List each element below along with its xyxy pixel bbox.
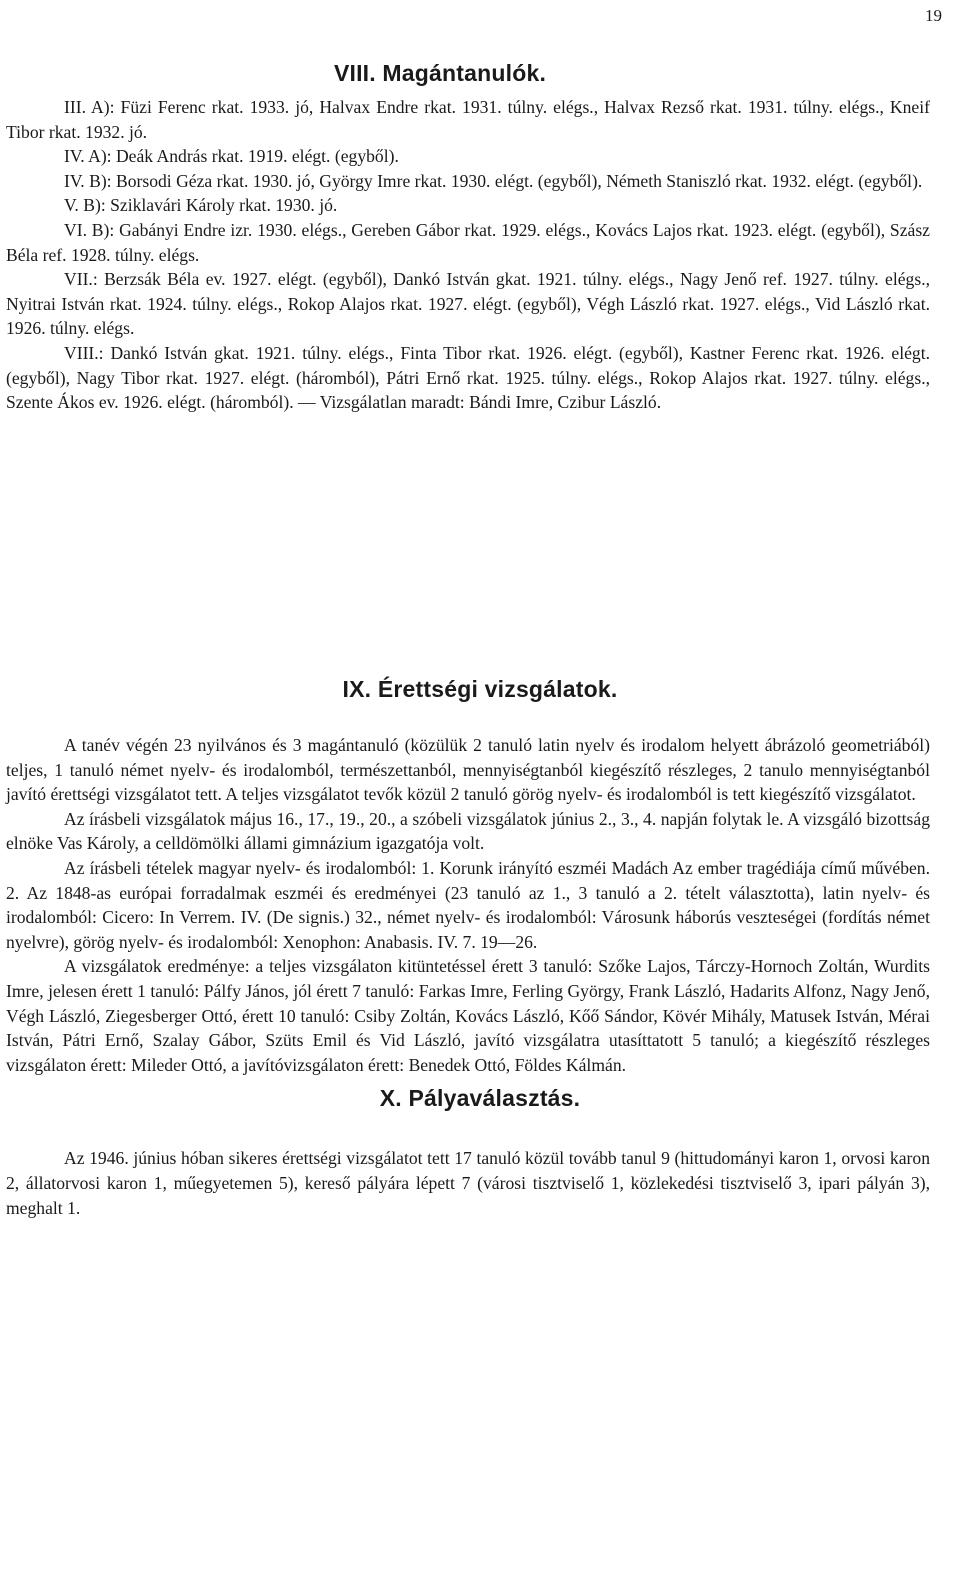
page-number: 19 [925, 6, 942, 25]
paragraph: IV. B): Borsodi Géza rkat. 1930. jó, György Imre rkat. 1930. elégt. (egyből), Németh Staniszló rkat. 1932. elégt. (egyből). [64, 170, 923, 191]
paragraph: VII.: Berzsák Béla ev. 1927. elégt. (egyből), Dankó István gkat. 1921. túlny. elégs., Nagy Jenő ref. 1927. túlny. elégs., Nyitrai István rkat. 1924. túlny. elégs., Rokop Alajos rkat. 1927. elégt. (egyből), Végh László rkat. 1927. elégs., Vid László rkat. 1926. túlny. elégs. [6, 269, 930, 339]
paragraph: Az 1946. június hóban sikeres érettségi vizsgálatot tett 17 tanuló közül tovább tanul 9 (hittudományi karon 1, orvosi karon 2, állatorvosi karon 1, műegyetemen 5), kereső pályára lépett 7 (városi tisztviselő 1, közlekedési tisztviselő 3, ipari pályán 3), meghalt 1. [6, 1148, 930, 1218]
section-heading-private-students: VIII. Magántanulók. [333, 60, 547, 86]
paragraph: III. A): Füzi Ferenc rkat. 1933. jó, Halvax Endre rkat. 1931. túlny. elégs., Halvax Rezső rkat. 1931. túlny. elégs., Kneif Tibor rkat. 1932. jó. [6, 97, 930, 142]
section-body-final-exams [6, 733, 930, 1077]
paragraph: VI. B): Gabányi Endre izr. 1930. elégs., Gereben Gábor rkat. 1929. elégs., Kovács Lajos rkat. 1923. elégt. (egyből), Szász Béla ref. 1928. túlny. elégs. [6, 219, 930, 265]
paragraph: Az írásbeli tételek magyar nyelv- és irodalomból: 1. Korunk irányító eszméi Madách Az ember tragédiája című művében. 2. Az 1848-as európai forradalmak eszméi és eredményei (23 tanuló az 1., 3 tanuló a 2. tételt választotta), latin nyelv- és irodalomból: Cicero: In Verrem. IV. (De signis.) 32., német nyelv- és irodalomból: Városunk háborús veszteségei (fordítás német nyelvre), görög nyelv- és irodalomból: Xenophon: Anabasis. IV. 7. 19—26. [6, 857, 930, 952]
paragraph: IV. A): Deák András rkat. 1919. elégt. (egyből). [64, 146, 399, 167]
paragraph: VIII.: Dankó István gkat. 1921. túlny. elégs., Finta Tibor rkat. 1926. elégt. (egyből), Kastner Ferenc rkat. 1926. elégt. (egyből), Nagy Tibor rkat. 1927. elégt. (háromból), Pátri Ernő rkat. 1925. túlny. elégs., Rokop Alajos rkat. 1927. túlny. elégs., Szente Ákos ev. 1926. elégt. (háromból). — Vizsgálatlan maradt: Bándi Imre, Czibur László. [6, 342, 930, 413]
section-heading-final-exams: IX. Érettségi vizsgálatok. [342, 676, 618, 702]
section-body-career-choice [6, 1146, 930, 1221]
section-body-private-students [6, 95, 930, 415]
paragraph: A tanév végén 23 nyilvános és 3 magántanuló (közülük 2 tanuló latin nyelv és irodalom helyett ábrázoló geometriából) teljes, 1 tanuló német nyelv- és irodalomból, természettanból, mennyiségtanból kiegészítő részleges, 2 tanulo mennyiségtanból javító érettségi vizsgálatot tett. A teljes vizsgálatot tevők közül 2 tanuló görög nyelv- és irodalomból is tett kiegészítő vizsgálatot. [6, 735, 930, 805]
section-heading-career-choice: X. Pályaválasztás. [379, 1085, 581, 1111]
paragraph: A vizsgálatok eredménye: a teljes vizsgálaton kitüntetéssel érett 3 tanuló: Szőke Lajos, Tárczy-Hornoch Zoltán, Wurdits Imre, jelesen érett 1 tanuló: Pálfy János, jól érett 7 tanuló: Farkas Imre, Ferling György, Frank László, Hadarits Alfonz, Nagy Jenő, Végh László, Ziegesberger Ottó, érett 10 tanuló: Csiby Zoltán, Kovács László, Kőő Sándor, Kövér Mihály, Matusek István, Mérai István, Pátri Ernő, Szalay Gábor, Szüts Emil és Vid László, javító vizsgálatra utasíttatott 5 tanuló; a kiegészítő részleges vizsgálaton érett: Mileder Ottó, a javítóvizsgálaton érett: Benedek Ottó, Földes Kálmán. [6, 956, 930, 1075]
paragraph: V. B): Sziklavári Károly rkat. 1930. jó. [64, 195, 338, 216]
paragraph: Az írásbeli vizsgálatok május 16., 17., 19., 20., a szóbeli vizsgálatok június 2., 3., 4. napján folytak le. A vizsgáló bizottság elnöke Vas Károly, a celldömölki állami gimnázium igazgatója volt. [6, 808, 930, 854]
